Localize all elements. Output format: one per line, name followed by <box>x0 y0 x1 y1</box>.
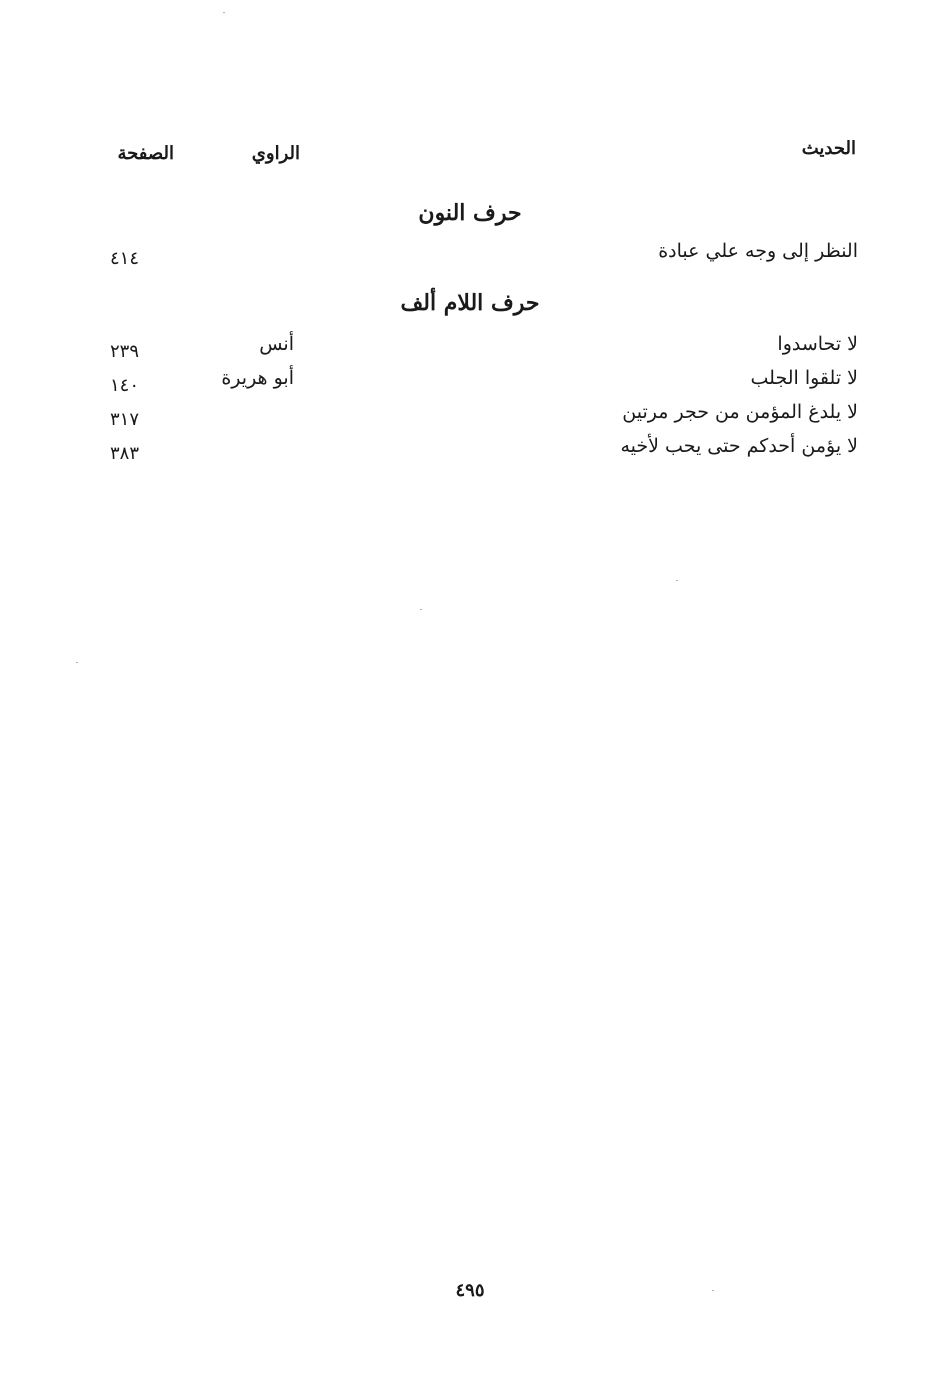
narrator-name: أنس <box>259 333 294 355</box>
hadith-text: النظر إلى وجه علي عبادة <box>658 240 858 262</box>
column-header-hadith: الحديث <box>801 138 856 159</box>
column-header-page: الصفحة <box>117 143 174 164</box>
page-reference: ٤١٤ <box>110 248 140 269</box>
hadith-text: لا تلقوا الجلب <box>750 367 858 389</box>
hadith-text: لا يلدغ المؤمن من حجر مرتين <box>622 401 858 423</box>
index-row <box>0 330 940 362</box>
page-reference: ٢٣٩ <box>110 341 140 362</box>
scan-speck <box>223 12 225 13</box>
scan-speck <box>420 609 422 610</box>
index-row <box>0 398 940 430</box>
hadith-text: لا تحاسدوا <box>777 333 858 355</box>
index-row <box>0 364 940 396</box>
section-title-lam-alif: حرف اللام ألف <box>400 290 540 316</box>
scan-speck <box>712 1290 714 1291</box>
column-header-narrator: الراوي <box>251 143 300 164</box>
page-reference: ٣١٧ <box>110 409 140 430</box>
hadith-text: لا يؤمن أحدكم حتى يحب لأخيه <box>620 435 858 457</box>
footer-page-number: ٤٩٥ <box>455 1280 485 1301</box>
index-row <box>0 432 940 464</box>
page-reference: ١٤٠ <box>110 375 140 396</box>
page-reference: ٣٨٣ <box>110 443 140 464</box>
section-title-noon: حرف النون <box>418 200 522 226</box>
scan-speck <box>76 662 78 663</box>
narrator-name: أبو هريرة <box>221 367 294 389</box>
index-row <box>0 237 940 269</box>
scan-speck <box>676 580 678 581</box>
